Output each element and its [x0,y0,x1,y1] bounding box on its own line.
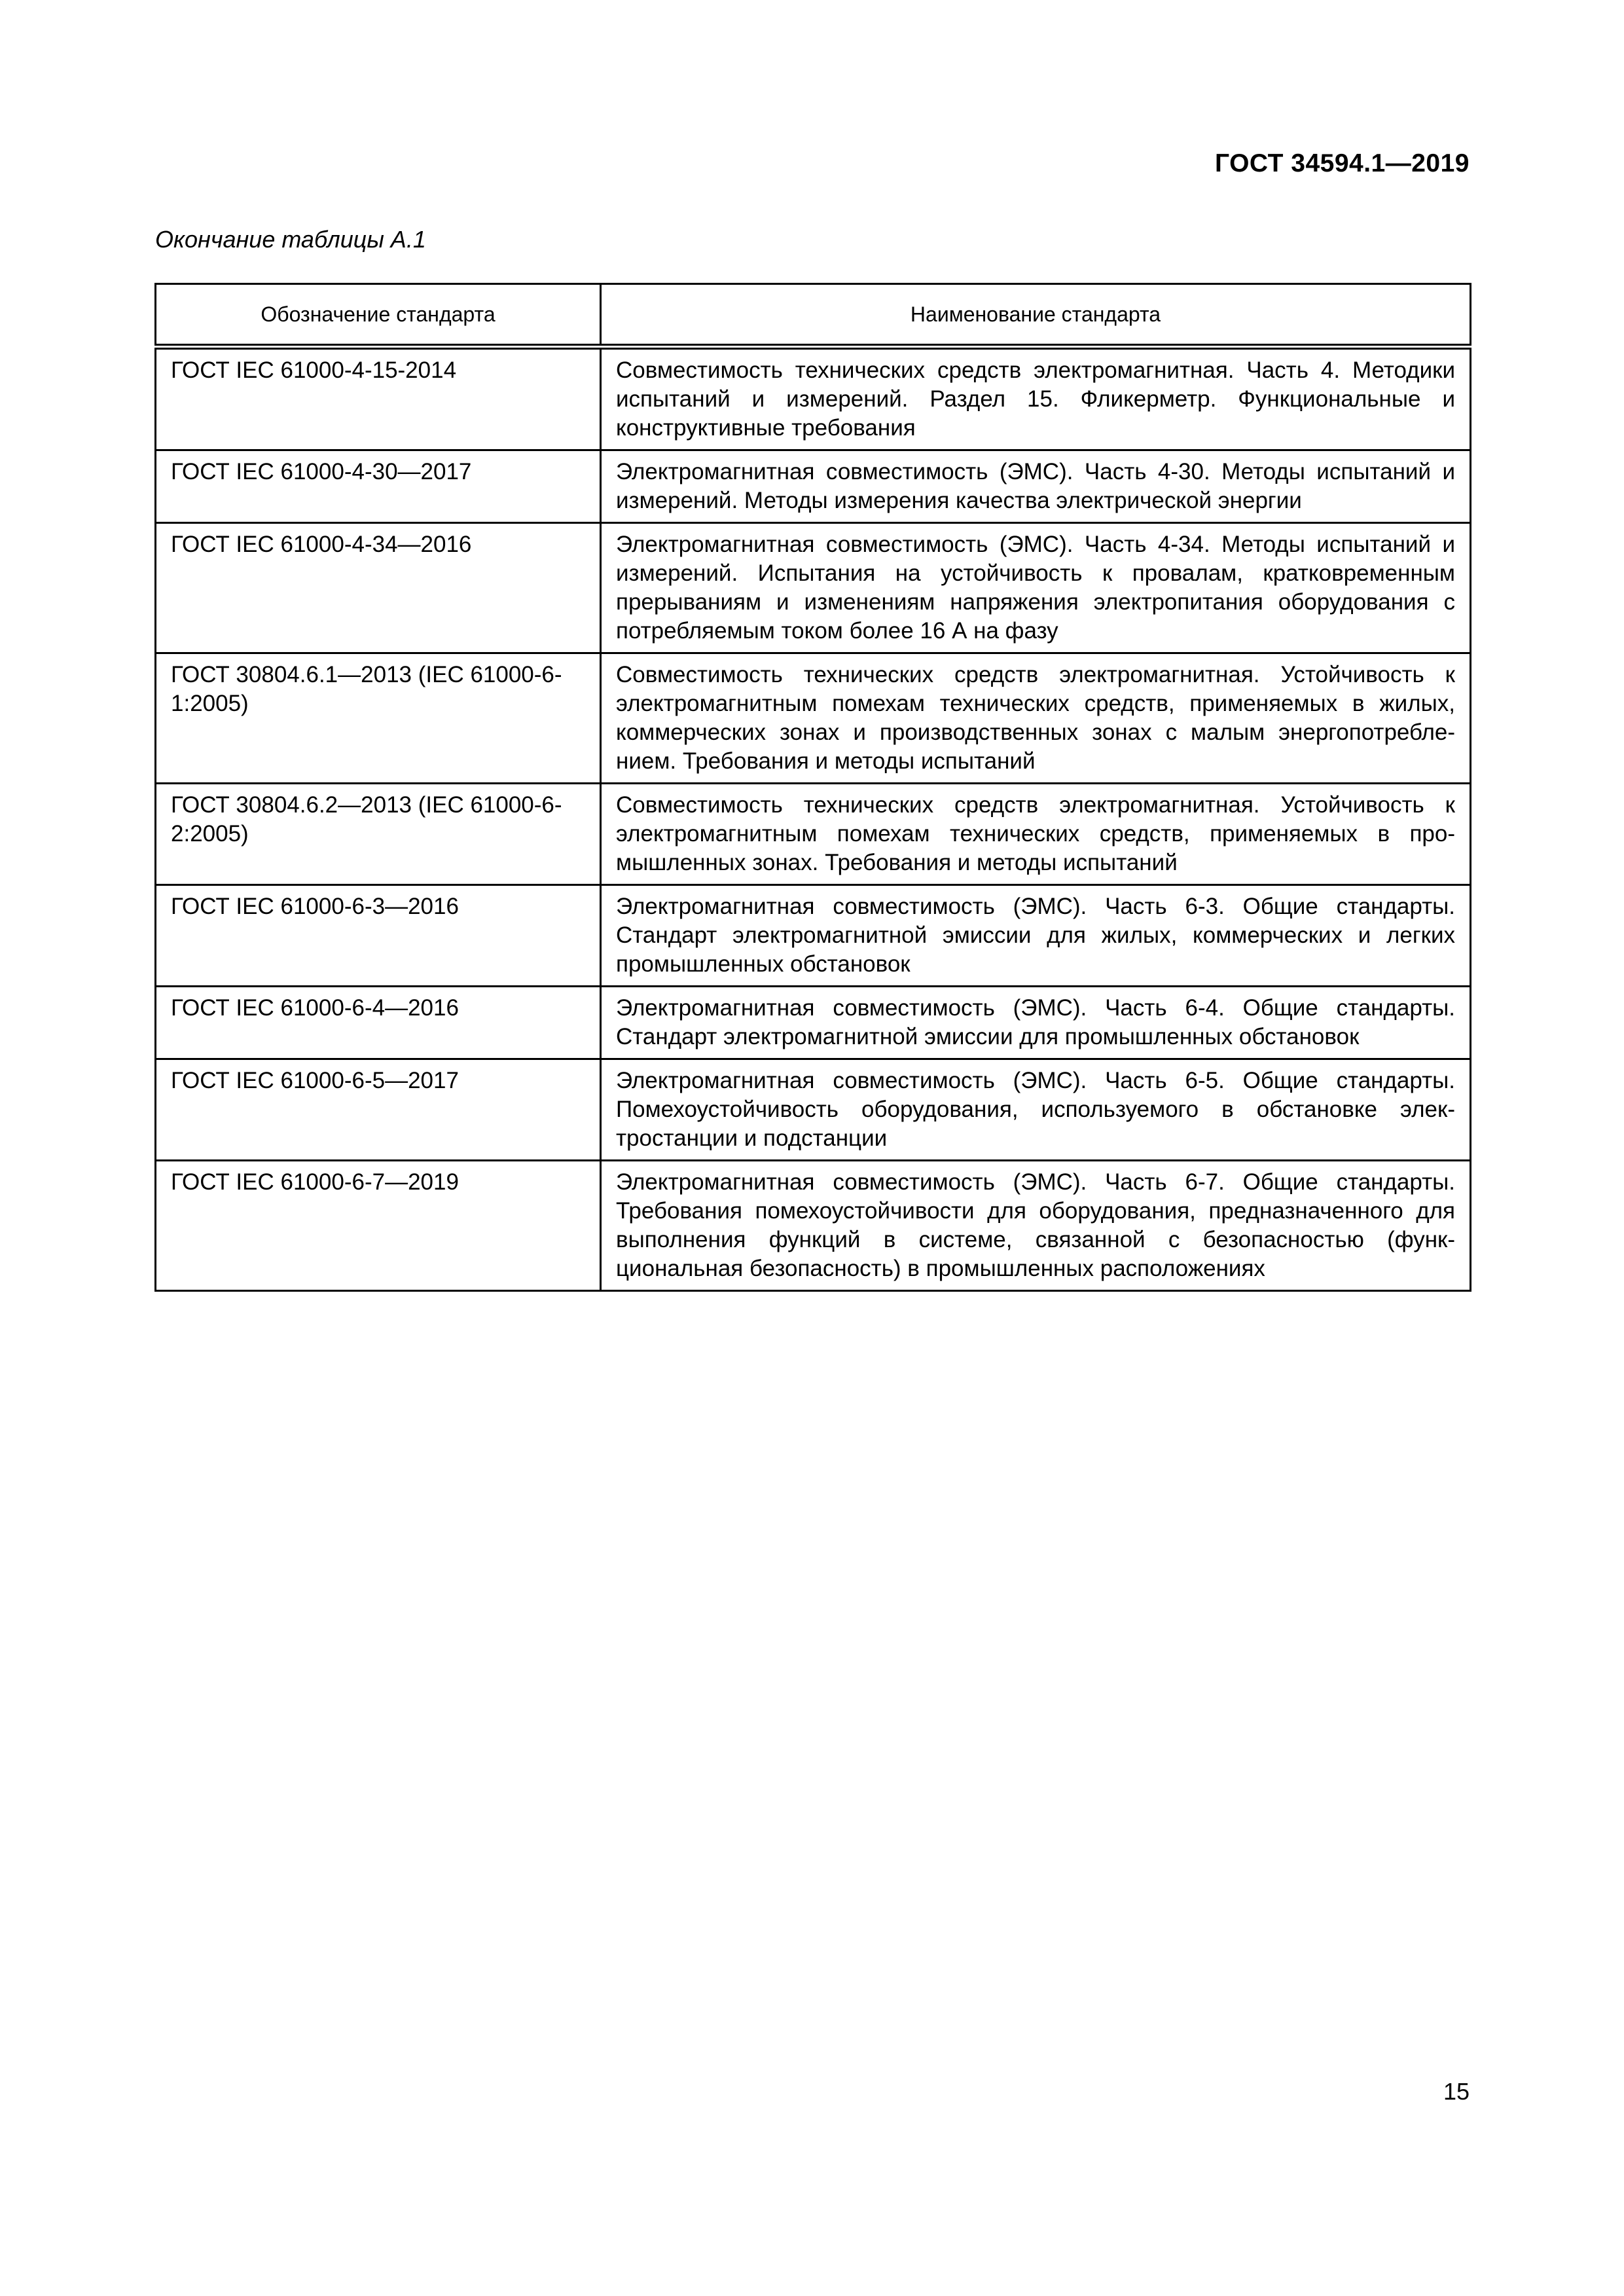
standard-designation: ГОСТ 30804.6.1—2013 (IEC 61000-6-1:2005) [156,653,601,784]
standard-designation: ГОСТ IEC 61000-4-34—2016 [156,523,601,653]
column-header-designation: Обозначение стандарта [156,284,601,347]
table-row [156,885,1471,987]
table-header-row [156,284,1471,347]
standard-name: Совместимость технических средств электромагнитная. Устойчивость к электромагнитным помехам технических средств, применяемых в промышленных зонах. Требования и методы испытаний [601,784,1471,885]
standard-name: Электромагнитная совместимость (ЭМС). Часть 4-30. Методы испытаний и измерений. Методы измерения качества электрической энергии [601,450,1471,523]
standard-name: Электромагнитная совместимость (ЭМС). Часть 6-3. Общие стандарты. Стандарт электромагнитной эмиссии для жилых, коммерческих и легких промышленных обстановок [601,885,1471,987]
table-row [156,1059,1471,1161]
standard-designation: ГОСТ IEC 61000-6-4—2016 [156,987,601,1059]
column-header-name: Наименование стандарта [601,284,1471,347]
table-row [156,987,1471,1059]
page-number: 15 [1443,2078,1470,2105]
table-row [156,523,1471,653]
table-caption: Окончание таблицы А.1 [155,226,426,253]
standard-name: Совместимость технических средств электромагнитная. Часть 4. Методики испытаний и измерений. Раздел 15. Фликерметр. Функциональные и конструктивные требования [601,347,1471,450]
standards-table [154,283,1471,1292]
standard-name: Электромагнитная совместимость (ЭМС). Часть 4-34. Методы испытаний и измерений. Испытания на устойчивость к провалам, кратковременным прерываниям и изменениям напряжения электропитания оборудования с потребляемым током более 16 А на фазу [601,523,1471,653]
table-row [156,784,1471,885]
standard-designation: ГОСТ IEC 61000-6-7—2019 [156,1161,601,1291]
table-row [156,1161,1471,1291]
standard-name: Электромагнитная совместимость (ЭМС). Часть 6-7. Общие стандарты. Требования помехоустойчивости для оборудования, предназначенного для выполнения функций в системе, связанной с безопасностью (функциональная безопасность) в промышленных расположениях [601,1161,1471,1291]
standard-designation: ГОСТ IEC 61000-4-30—2017 [156,450,601,523]
standard-name: Электромагнитная совместимость (ЭМС). Часть 6-5. Общие стандарты. Помехоустойчивость оборудования, используемого в обстановке электростанции и подстанции [601,1059,1471,1161]
table-header [156,284,1471,347]
table-row [156,653,1471,784]
standard-designation: ГОСТ IEC 61000-6-3—2016 [156,885,601,987]
standard-name: Совместимость технических средств электромагнитная. Устойчивость к электромагнитным помехам технических средств, применяемых в жилых, коммерческих зонах и производственных зонах с малым энергопотреблением. Требования и методы испытаний [601,653,1471,784]
document-code: ГОСТ 34594.1—2019 [1214,149,1470,177]
table-row [156,450,1471,523]
standard-designation: ГОСТ IEC 61000-6-5—2017 [156,1059,601,1161]
standard-designation: ГОСТ 30804.6.2—2013 (IEC 61000-6-2:2005) [156,784,601,885]
table-body [156,347,1471,1291]
table-row [156,347,1471,450]
standard-name: Электромагнитная совместимость (ЭМС). Часть 6-4. Общие стандарты. Стандарт электромагнитной эмиссии для промышленных обстановок [601,987,1471,1059]
standard-designation: ГОСТ IEC 61000-4-15-2014 [156,347,601,450]
